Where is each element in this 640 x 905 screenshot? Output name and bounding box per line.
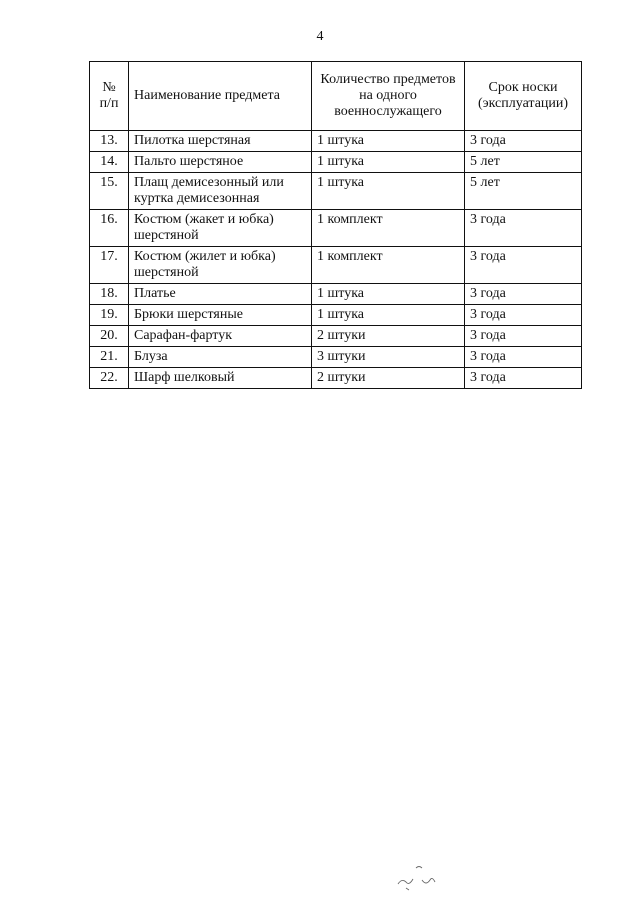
table-row: [90, 152, 582, 173]
cell-term: 3 года: [465, 131, 582, 152]
items-table: [89, 61, 582, 389]
table-row: [90, 284, 582, 305]
cell-term: 3 года: [465, 347, 582, 368]
cell-term: 3 года: [465, 305, 582, 326]
cell-num: 19.: [90, 305, 129, 326]
cell-num: 17.: [90, 247, 129, 284]
header-num: № п/п: [90, 62, 129, 131]
page-number: 4: [316, 29, 324, 44]
cell-qty: 1 штука: [312, 152, 465, 173]
cell-name: Платье: [129, 284, 312, 305]
cell-num: 22.: [90, 368, 129, 389]
table-row: [90, 247, 582, 284]
header-name: Наименование предмета: [129, 62, 312, 131]
cell-term: 3 года: [465, 247, 582, 284]
cell-term: 5 лет: [465, 152, 582, 173]
table-row: [90, 131, 582, 152]
cell-num: 16.: [90, 210, 129, 247]
cell-name: Пилотка шерстяная: [129, 131, 312, 152]
handwritten-mark: [392, 862, 442, 892]
header-term: Срок носки (эксплуатации): [465, 62, 582, 131]
cell-num: 13.: [90, 131, 129, 152]
cell-qty: 1 штука: [312, 305, 465, 326]
cell-name: Сарафан-фартук: [129, 326, 312, 347]
cell-name: Пальто шерстяное: [129, 152, 312, 173]
cell-num: 20.: [90, 326, 129, 347]
cell-qty: 1 комплект: [312, 210, 465, 247]
cell-term: 5 лет: [465, 173, 582, 210]
cell-qty: 1 штука: [312, 173, 465, 210]
table-row: [90, 305, 582, 326]
cell-term: 3 года: [465, 210, 582, 247]
cell-num: 14.: [90, 152, 129, 173]
cell-qty: 1 штука: [312, 284, 465, 305]
cell-term: 3 года: [465, 284, 582, 305]
table-row: [90, 368, 582, 389]
cell-qty: 1 комплект: [312, 247, 465, 284]
header-qty: Количество предметов на одного военнослужащего: [312, 62, 465, 131]
cell-qty: 2 штуки: [312, 326, 465, 347]
cell-qty: 1 штука: [312, 131, 465, 152]
cell-name: Блуза: [129, 347, 312, 368]
table-header-row: [90, 62, 582, 131]
cell-term: 3 года: [465, 326, 582, 347]
table-row: [90, 326, 582, 347]
cell-qty: 2 штуки: [312, 368, 465, 389]
cell-name: Шарф шелковый: [129, 368, 312, 389]
cell-name: Брюки шерстяные: [129, 305, 312, 326]
table-row: [90, 173, 582, 210]
cell-qty: 3 штуки: [312, 347, 465, 368]
table-row: [90, 347, 582, 368]
cell-term: 3 года: [465, 368, 582, 389]
cell-name: Костюм (жилет и юбка) шерстяной: [129, 247, 312, 284]
table-row: [90, 210, 582, 247]
cell-num: 15.: [90, 173, 129, 210]
cell-name: Плащ демисезонный или куртка демисезонная: [129, 173, 312, 210]
cell-num: 21.: [90, 347, 129, 368]
cell-name: Костюм (жакет и юбка) шерстяной: [129, 210, 312, 247]
cell-num: 18.: [90, 284, 129, 305]
